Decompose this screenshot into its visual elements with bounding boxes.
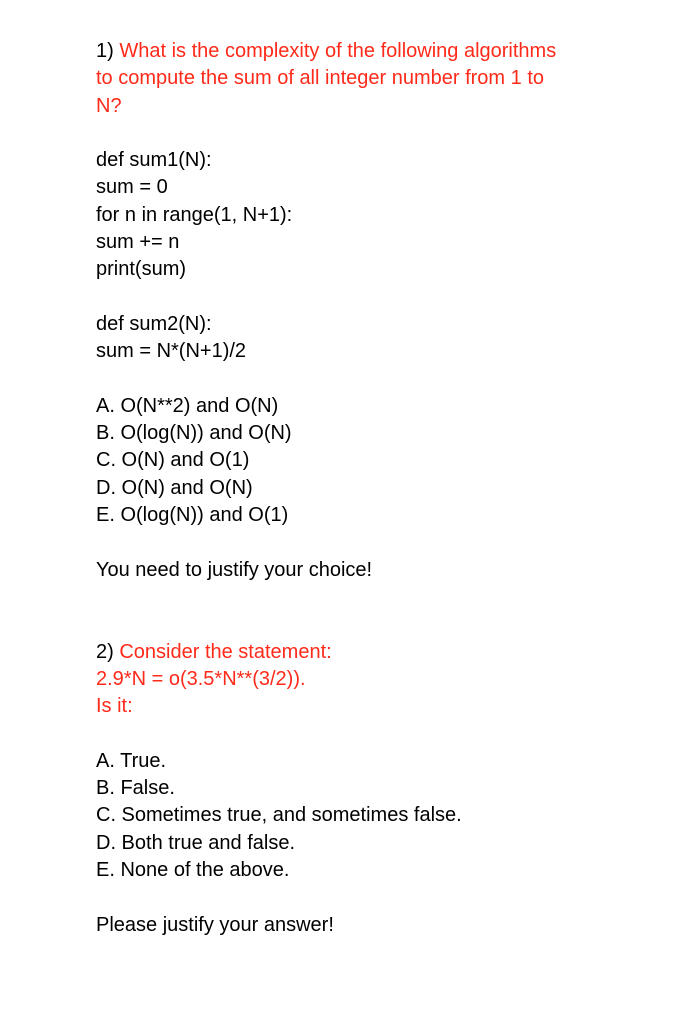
question-2-statement: 2.9*N = o(3.5*N**(3/2)). bbox=[96, 667, 306, 690]
answer-option-d: D. Both true and false. bbox=[96, 831, 296, 854]
question-1 bbox=[96, 38, 636, 584]
question-2-options bbox=[96, 748, 636, 884]
question-2-number: 2) bbox=[96, 640, 120, 663]
answer-option-a: A. O(N**2) and O(N) bbox=[96, 394, 279, 417]
question-2 bbox=[96, 639, 636, 939]
spacer bbox=[96, 584, 636, 639]
code-line: sum = 0 bbox=[96, 176, 168, 199]
answer-option-c: C. O(N) and O(1) bbox=[96, 449, 250, 472]
code-line: sum = N*(N+1)/2 bbox=[96, 340, 247, 363]
code-line: def sum2(N): bbox=[96, 312, 212, 335]
answer-option-e: E. O(log(N)) and O(1) bbox=[96, 504, 289, 527]
answer-option-b: B. False. bbox=[96, 777, 175, 800]
question-2-prompt-text: Consider the statement: bbox=[119, 640, 332, 663]
code-line: print(sum) bbox=[96, 258, 187, 281]
question-2-prompt-line: Is it: bbox=[96, 695, 133, 718]
question-1-number: 1) bbox=[96, 40, 120, 62]
spacer bbox=[96, 366, 636, 393]
spacer bbox=[96, 884, 636, 911]
code-block-sum1 bbox=[96, 147, 636, 283]
answer-option-e: E. None of the above. bbox=[96, 858, 290, 881]
question-1-options bbox=[96, 393, 636, 529]
spacer bbox=[96, 120, 636, 147]
answer-option-d: D. O(N) and O(N) bbox=[96, 476, 253, 499]
question-1-prompt-text: What is the complexity of the following algorithms bbox=[119, 40, 557, 62]
question-2-instruction: Please justify your answer! bbox=[96, 913, 334, 936]
question-2-prompt-line bbox=[96, 639, 636, 666]
spacer bbox=[96, 529, 636, 556]
question-1-prompt-line bbox=[96, 38, 636, 65]
answer-option-b: B. O(log(N)) and O(N) bbox=[96, 422, 292, 445]
spacer bbox=[96, 720, 636, 747]
code-line: for n in range(1, N+1): bbox=[96, 203, 293, 226]
code-line: def sum1(N): bbox=[96, 149, 212, 172]
code-line: sum += n bbox=[96, 231, 180, 254]
code-block-sum2 bbox=[96, 311, 636, 366]
question-1-instruction: You need to justify your choice! bbox=[96, 558, 373, 581]
document-body bbox=[96, 38, 636, 939]
spacer bbox=[96, 284, 636, 311]
question-1-prompt-line: N? bbox=[96, 94, 122, 117]
answer-option-a: A. True. bbox=[96, 749, 167, 772]
question-1-prompt-line: to compute the sum of all integer number from 1 to bbox=[96, 67, 544, 90]
answer-option-c: C. Sometimes true, and sometimes false. bbox=[96, 804, 462, 827]
